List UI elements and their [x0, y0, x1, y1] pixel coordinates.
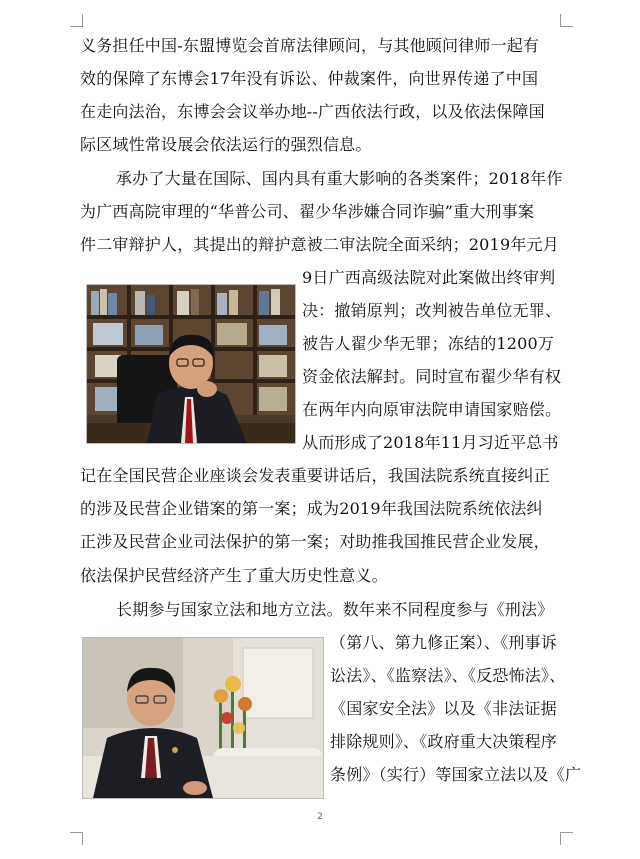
text-line: 在走向法治，东博会会议举办地--广西依法行政，以及依法保障国 [80, 102, 545, 121]
text-line: 依法保护民营经济产生了重大历史性意义。 [80, 566, 388, 585]
text-line: 正涉及民营企业司法保护的第一案；对助推我国推民营企业发展， [80, 532, 550, 551]
text-line: 资金依法解封。同时宣布翟少华有权 [302, 367, 562, 386]
text-line: 效的保障了东博会17年没有诉讼、仲裁案件，向世界传递了中国 [80, 69, 539, 88]
text-line: 承办了大量在国际、国内具有重大影响的各类案件；2018年作 [116, 169, 563, 188]
text-line: （第八、第九修正案）、《刑事诉 [330, 633, 558, 652]
corner-crop-mark [70, 832, 83, 845]
corner-crop-mark [70, 14, 83, 27]
text-line: 从而形成了2018年11月习近平总书 [302, 433, 559, 452]
text-line: 排除规则》、《政府重大决策程序 [330, 732, 558, 751]
text-line: 长期参与国家立法和地方立法。数年来不同程度参与《刑法》 [116, 600, 554, 619]
text-line: 决：撤销原判；改判被告单位无罪、 [302, 301, 562, 320]
page-number: 2 [317, 812, 323, 822]
text-line: 的涉及民营企业错案的第一案；成为2019年我国法院系统依法纠 [80, 499, 543, 518]
corner-crop-mark [560, 14, 573, 27]
text-line: 《国家安全法》以及《非法证据 [330, 699, 557, 718]
portrait-photo-seated [82, 637, 324, 799]
text-line: 被告人翟少华无罪；冻结的1200万 [302, 334, 555, 353]
text-line: 讼法》、《监察法》、《反恐怖法》、 [330, 666, 566, 685]
text-line: 际区域性常设展会依法运行的强烈信息。 [80, 135, 372, 154]
text-line: 在两年内向原审法院申请国家赔偿。 [302, 400, 562, 419]
text-line: 9日广西高级法院对此案做出终审判 [302, 268, 556, 287]
text-line: 义务担任中国-东盟博览会首席法律顾问，与其他顾问律师一起有 [80, 36, 540, 55]
portrait-photo-office [86, 284, 296, 444]
text-line: 件二审辩护人，其提出的辩护意被二审法院全面采纳；2019年元月 [80, 235, 559, 254]
text-line: 记在全国民营企业座谈会发表重要讲话后，我国法院系统直接纠正 [80, 466, 550, 485]
text-line: 条例》（实行）等国家立法以及《广 [330, 765, 582, 784]
corner-crop-mark [560, 832, 573, 845]
text-line: 为广西高院审理的“华普公司、翟少华涉嫌合同诈骗”重大刑事案 [80, 202, 535, 221]
